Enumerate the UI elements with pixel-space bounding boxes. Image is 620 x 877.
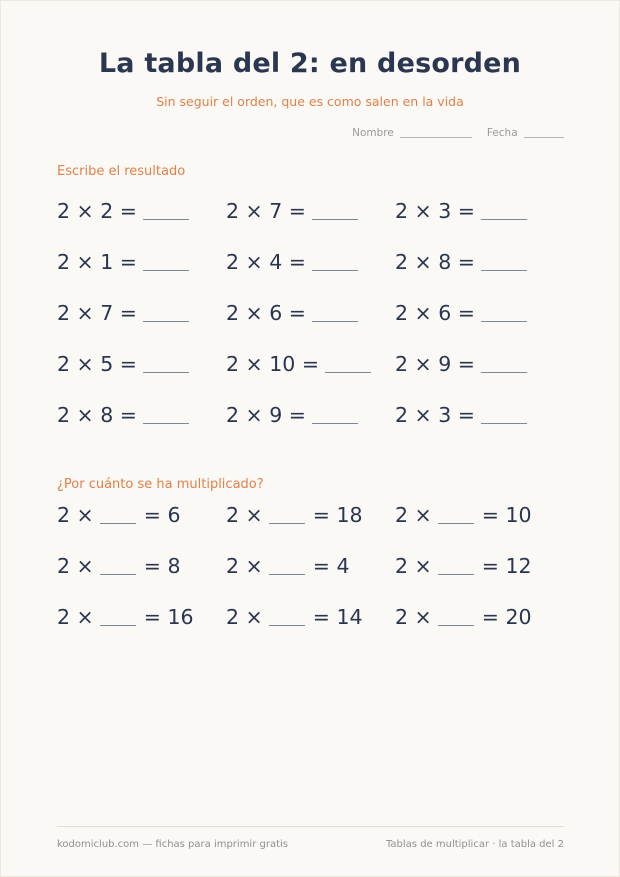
exercise-cell: [226, 400, 358, 430]
answer-blank[interactable]: [143, 252, 189, 271]
factor-blank[interactable]: [269, 556, 305, 575]
section1-row: [57, 196, 577, 226]
factor-cell: [57, 500, 181, 530]
footer-site-text: kodomiclub.com — fichas para imprimir gratis: [57, 839, 289, 850]
factor-cell: [57, 551, 181, 581]
section1-row: [57, 247, 577, 277]
exercise-cell: [226, 247, 358, 277]
factor-result: = 12: [481, 554, 532, 578]
exercise-text: 2 × 3 =: [395, 199, 475, 223]
exercise-cell: [57, 400, 189, 430]
factor-blank[interactable]: [100, 607, 136, 626]
factor-result: = 18: [312, 503, 363, 527]
answer-blank[interactable]: [481, 303, 527, 322]
footer-topic-text: Tablas de multiplicar · la tabla del 2: [385, 839, 564, 850]
answer-blank[interactable]: [143, 201, 189, 220]
factor-blank[interactable]: [100, 556, 136, 575]
name-field[interactable]: [400, 137, 472, 138]
exercise-cell: [226, 349, 371, 379]
exercise-text: 2 × 5 =: [57, 352, 137, 376]
exercise-text: 2 × 3 =: [395, 403, 475, 427]
exercise-cell: [395, 196, 527, 226]
section2-row: [57, 602, 577, 632]
exercise-text: 2 × 8 =: [395, 250, 475, 274]
factor-prefix: 2 ×: [226, 605, 263, 629]
factor-cell: [226, 602, 363, 632]
exercise-cell: [395, 298, 527, 328]
answer-blank[interactable]: [143, 405, 189, 424]
factor-result: = 20: [481, 605, 532, 629]
exercise-cell: [395, 400, 527, 430]
footer-divider: [57, 826, 564, 827]
answer-blank[interactable]: [312, 303, 358, 322]
factor-blank[interactable]: [269, 505, 305, 524]
factor-prefix: 2 ×: [395, 554, 432, 578]
exercise-text: 2 × 2 =: [57, 199, 137, 223]
answer-blank[interactable]: [312, 201, 358, 220]
answer-blank[interactable]: [312, 405, 358, 424]
factor-prefix: 2 ×: [57, 605, 94, 629]
factor-cell: [395, 551, 532, 581]
factor-cell: [226, 500, 363, 530]
date-label: Fecha: [486, 127, 518, 139]
factor-prefix: 2 ×: [57, 554, 94, 578]
answer-blank[interactable]: [325, 354, 371, 373]
exercise-cell: [57, 298, 189, 328]
factor-cell: [395, 500, 532, 530]
name-date-fields: [352, 127, 564, 139]
exercise-text: 2 × 10 =: [226, 352, 320, 376]
exercise-text: 2 × 7 =: [57, 301, 137, 325]
exercise-cell: [395, 349, 527, 379]
factor-prefix: 2 ×: [395, 503, 432, 527]
factor-prefix: 2 ×: [226, 554, 263, 578]
section2-row: [57, 551, 577, 581]
name-label: Nombre: [352, 127, 394, 139]
exercise-cell: [57, 196, 189, 226]
section1-row: [57, 298, 577, 328]
factor-cell: [226, 551, 350, 581]
answer-blank[interactable]: [481, 201, 527, 220]
exercise-text: 2 × 7 =: [226, 199, 306, 223]
answer-blank[interactable]: [312, 252, 358, 271]
factor-blank[interactable]: [438, 556, 474, 575]
exercise-text: 2 × 1 =: [57, 250, 137, 274]
page-subtitle: Sin seguir el orden, que es como salen en la vida: [156, 94, 464, 109]
factor-result: = 4: [312, 554, 350, 578]
exercise-cell: [57, 247, 189, 277]
section1-row: [57, 349, 577, 379]
exercise-cell: [226, 298, 358, 328]
section1-row: [57, 400, 577, 430]
factor-result: = 10: [481, 503, 532, 527]
factor-blank[interactable]: [438, 505, 474, 524]
factor-prefix: 2 ×: [226, 503, 263, 527]
factor-result: = 8: [143, 554, 181, 578]
factor-result: = 14: [312, 605, 363, 629]
exercise-cell: [395, 247, 527, 277]
answer-blank[interactable]: [481, 252, 527, 271]
exercise-text: 2 × 8 =: [57, 403, 137, 427]
section2-title: ¿Por cuánto se ha multiplicado?: [57, 477, 264, 492]
exercise-cell: [57, 349, 189, 379]
exercise-text: 2 × 4 =: [226, 250, 306, 274]
exercise-text: 2 × 6 =: [226, 301, 306, 325]
answer-blank[interactable]: [143, 303, 189, 322]
factor-cell: [395, 602, 532, 632]
factor-cell: [57, 602, 194, 632]
answer-blank[interactable]: [481, 354, 527, 373]
factor-result: = 6: [143, 503, 181, 527]
section2-row: [57, 500, 577, 530]
factor-blank[interactable]: [269, 607, 305, 626]
factor-result: = 16: [143, 605, 194, 629]
exercise-text: 2 × 9 =: [226, 403, 306, 427]
factor-blank[interactable]: [438, 607, 474, 626]
answer-blank[interactable]: [143, 354, 189, 373]
factor-blank[interactable]: [100, 505, 136, 524]
exercise-text: 2 × 6 =: [395, 301, 475, 325]
factor-prefix: 2 ×: [395, 605, 432, 629]
exercise-text: 2 × 9 =: [395, 352, 475, 376]
date-field[interactable]: [524, 137, 564, 138]
page-title: La tabla del 2: en desorden: [98, 48, 522, 79]
section1-title: Escribe el resultado: [57, 164, 186, 179]
exercise-cell: [226, 196, 358, 226]
factor-prefix: 2 ×: [57, 503, 94, 527]
answer-blank[interactable]: [481, 405, 527, 424]
